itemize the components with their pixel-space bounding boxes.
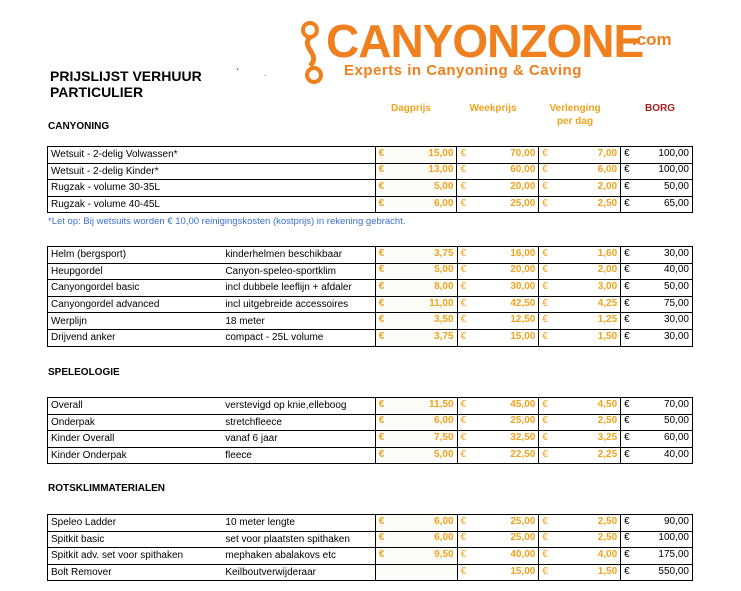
price-borg — [621, 247, 693, 264]
price-verlenging — [539, 564, 621, 581]
amount: 2,50 — [597, 532, 618, 544]
currency-symbol: € — [542, 297, 548, 309]
currency-symbol: € — [460, 532, 467, 544]
currency-symbol: € — [378, 147, 385, 159]
price-verlenging — [539, 180, 621, 197]
price-borg — [621, 329, 693, 346]
price-borg — [621, 163, 693, 180]
amount: 6,00 — [597, 164, 618, 176]
price-weekprijs — [457, 180, 539, 197]
currency-symbol: € — [542, 415, 548, 427]
amount: 25,00 — [510, 532, 536, 544]
amount: 1,60 — [597, 247, 618, 259]
header-verlenging-line-1: Verlenging — [549, 103, 601, 114]
currency-symbol: € — [624, 314, 630, 326]
amount: 30,00 — [510, 280, 536, 292]
amount: 75,00 — [663, 297, 689, 309]
amount: 40,00 — [510, 548, 536, 560]
table-row — [48, 196, 693, 213]
price-verlenging — [539, 515, 621, 532]
amount: 1,25 — [597, 314, 618, 326]
currency-symbol: € — [378, 180, 385, 192]
price-dagprijs — [375, 263, 457, 280]
amount: 2,50 — [597, 415, 618, 427]
price-dagprijs — [375, 398, 457, 415]
rope-icon — [296, 20, 330, 86]
currency-symbol: € — [624, 180, 630, 192]
amount: 3,25 — [597, 431, 618, 443]
currency-symbol: € — [378, 197, 385, 209]
item-name: Helm (bergsport) — [48, 247, 223, 264]
currency-symbol: € — [542, 515, 548, 527]
currency-symbol: € — [460, 431, 467, 443]
price-dagprijs — [375, 280, 457, 297]
table-row — [48, 398, 693, 415]
table-row — [48, 147, 693, 164]
stray-dot: . — [264, 72, 266, 78]
currency-symbol: € — [542, 147, 548, 159]
item-name: Spitkit basic — [48, 531, 223, 548]
currency-symbol: € — [624, 415, 630, 427]
amount: 32,50 — [510, 431, 536, 443]
table-row — [48, 163, 693, 180]
currency-symbol: € — [624, 565, 630, 577]
item-description: incl uitgebreide accessoires — [222, 296, 375, 313]
currency-symbol: € — [378, 247, 385, 259]
amount: 11,50 — [429, 398, 454, 410]
currency-symbol: € — [542, 180, 548, 192]
price-verlenging — [539, 398, 621, 415]
section-speleologie: SPELEOLOGIE — [48, 367, 120, 378]
price-dagprijs — [375, 313, 457, 330]
currency-symbol: € — [378, 515, 385, 527]
price-borg — [621, 147, 693, 164]
amount: 9,50 — [434, 548, 454, 560]
price-borg — [621, 531, 693, 548]
currency-symbol: € — [542, 330, 548, 342]
amount: 60,00 — [510, 164, 536, 176]
amount: 5,00 — [434, 448, 454, 460]
amount: 90,00 — [663, 515, 689, 527]
price-dagprijs — [375, 180, 457, 197]
currency-symbol: € — [624, 431, 630, 443]
currency-symbol: € — [624, 532, 630, 544]
currency-symbol: € — [542, 448, 548, 460]
price-weekprijs — [457, 564, 539, 581]
section-canyoning: CANYONING — [48, 121, 110, 132]
currency-symbol: € — [542, 314, 548, 326]
title-line-2: PARTICULIER — [50, 84, 144, 100]
price-table-canyoning-wetsuits — [47, 146, 693, 213]
currency-symbol: € — [378, 264, 385, 276]
price-verlenging — [539, 280, 621, 297]
currency-symbol: € — [460, 297, 467, 309]
amount: 50,00 — [663, 180, 689, 192]
item-name: Spitkit adv. set voor spithaken — [48, 548, 223, 565]
section-rotsklimmaterialen: ROTSKLIMMATERIALEN — [48, 483, 166, 494]
item-name: Onderpak — [48, 414, 223, 431]
item-name: Speleo Ladder — [48, 515, 223, 532]
currency-symbol: € — [378, 164, 385, 176]
amount: 70,00 — [510, 147, 536, 159]
amount: 22,50 — [510, 448, 536, 460]
wetsuit-note: *Let op: Bij wetsuits worden € 10,00 reinigingskosten (kostprijs) in rekening gebracht. — [48, 216, 406, 227]
currency-symbol: € — [460, 264, 467, 276]
item-description: kinderhelmen beschikbaar — [222, 247, 375, 264]
price-borg — [621, 196, 693, 213]
page-title — [50, 68, 202, 100]
currency-symbol: € — [460, 147, 466, 159]
price-weekprijs — [457, 313, 539, 330]
item-description: compact - 25L volume — [222, 329, 375, 346]
currency-symbol: € — [624, 197, 630, 209]
currency-symbol: € — [624, 297, 630, 309]
currency-symbol: € — [542, 565, 548, 577]
item-description: 10 meter lengte — [222, 515, 375, 532]
table-row — [48, 247, 693, 264]
price-weekprijs — [457, 296, 539, 313]
item-name: Wetsuit - 2-delig Kinder* — [48, 163, 376, 180]
price-verlenging — [539, 447, 621, 464]
amount: 5,00 — [433, 180, 454, 192]
amount: 30,00 — [663, 330, 689, 342]
table-row — [48, 564, 693, 581]
price-dagprijs — [375, 447, 457, 464]
price-dagprijs — [375, 196, 457, 213]
amount: 6,00 — [434, 415, 454, 427]
amount: 4,50 — [597, 398, 618, 410]
currency-symbol: € — [378, 532, 385, 544]
price-table-rotsklim — [47, 514, 693, 581]
currency-symbol: € — [460, 280, 467, 292]
item-description: fleece — [222, 447, 375, 464]
price-weekprijs — [457, 280, 539, 297]
price-verlenging — [539, 247, 621, 264]
amount: 7,50 — [434, 431, 454, 443]
amount: 2,00 — [597, 264, 618, 276]
item-name: Rugzak - volume 40-45L — [48, 196, 376, 213]
item-name: Canyongordel basic — [48, 280, 223, 297]
currency-symbol: € — [542, 431, 548, 443]
currency-symbol: € — [624, 247, 630, 259]
price-verlenging — [539, 196, 621, 213]
price-weekprijs — [457, 196, 539, 213]
item-name: Canyongordel advanced — [48, 296, 223, 313]
amount: 6,00 — [434, 532, 454, 544]
currency-symbol: € — [542, 280, 548, 292]
price-dagprijs — [375, 515, 457, 532]
amount: 100,00 — [658, 532, 689, 544]
price-verlenging — [539, 296, 621, 313]
amount: 50,00 — [663, 280, 689, 292]
amount: 30,00 — [663, 247, 689, 259]
amount: 3,75 — [434, 330, 454, 342]
logo-wordmark: CANYONZONE — [326, 15, 644, 67]
currency-symbol: € — [378, 398, 385, 410]
table-row — [48, 431, 693, 448]
currency-symbol: € — [460, 548, 467, 560]
header-weekprijs: Weekprijs — [469, 103, 517, 114]
price-weekprijs — [457, 329, 539, 346]
currency-symbol: € — [460, 565, 467, 577]
amount: 25,00 — [510, 197, 536, 209]
price-verlenging — [539, 531, 621, 548]
currency-symbol: € — [460, 314, 467, 326]
price-dagprijs — [375, 163, 457, 180]
item-name: Drijvend anker — [48, 329, 223, 346]
amount: 5,00 — [434, 264, 454, 276]
amount: 175,00 — [658, 548, 689, 560]
price-verlenging — [539, 147, 621, 164]
amount: 100,00 — [658, 164, 689, 176]
item-description: verstevigd op knie,elleboog — [222, 398, 375, 415]
item-description: Canyon-speleo-sportklim — [222, 263, 375, 280]
header-dagprijs: Dagprijs — [390, 103, 431, 114]
amount: 550,00 — [658, 565, 689, 577]
amount: 1,50 — [597, 565, 618, 577]
price-weekprijs — [457, 548, 539, 565]
header-verlenging-line-2: per dag — [556, 116, 594, 127]
price-borg — [621, 296, 693, 313]
price-table-canyoning-gear — [47, 246, 693, 347]
amount: 2,25 — [597, 448, 618, 460]
amount: 100,00 — [658, 147, 689, 159]
currency-symbol: € — [542, 247, 548, 259]
amount: 70,00 — [663, 398, 689, 410]
amount: 25,00 — [510, 415, 536, 427]
table-row — [48, 548, 693, 565]
price-borg — [621, 564, 693, 581]
title-line-1: PRIJSLIJST VERHUUR — [50, 68, 202, 84]
item-name: Rugzak - volume 30-35L — [48, 180, 376, 197]
price-dagprijs — [375, 414, 457, 431]
price-borg — [621, 431, 693, 448]
item-description: 18 meter — [222, 313, 375, 330]
table-row — [48, 531, 693, 548]
price-dagprijs — [375, 329, 457, 346]
table-row — [48, 414, 693, 431]
amount: 3,00 — [597, 280, 618, 292]
amount: 40,00 — [663, 448, 689, 460]
price-weekprijs — [457, 414, 539, 431]
currency-symbol: € — [460, 398, 467, 410]
amount: 40,00 — [663, 264, 689, 276]
currency-symbol: € — [378, 431, 385, 443]
currency-symbol: € — [624, 280, 630, 292]
price-verlenging — [539, 431, 621, 448]
currency-symbol: € — [542, 197, 548, 209]
table-row — [48, 447, 693, 464]
amount: 15,00 — [510, 330, 536, 342]
table-row — [48, 329, 693, 346]
table-row — [48, 180, 693, 197]
amount: 60,00 — [663, 431, 689, 443]
amount: 3,75 — [434, 247, 454, 259]
amount: 20,00 — [510, 264, 536, 276]
header-verlenging — [542, 102, 608, 128]
item-description: vanaf 6 jaar — [222, 431, 375, 448]
price-borg — [621, 447, 693, 464]
currency-symbol: € — [460, 197, 466, 209]
amount: 45,00 — [510, 398, 536, 410]
currency-symbol: € — [378, 314, 385, 326]
price-weekprijs — [457, 531, 539, 548]
amount: 8,00 — [434, 280, 454, 292]
amount: 4,00 — [597, 548, 618, 560]
currency-symbol: € — [378, 448, 385, 460]
price-weekprijs — [457, 247, 539, 264]
stray-mark: ` — [236, 68, 240, 79]
currency-symbol: € — [460, 448, 467, 460]
amount: 2,50 — [597, 515, 618, 527]
price-weekprijs — [457, 163, 539, 180]
amount: 20,00 — [510, 180, 536, 192]
amount: 2,50 — [597, 197, 618, 209]
price-verlenging — [539, 414, 621, 431]
amount: 42,50 — [510, 297, 536, 309]
item-description: set voor plaatsten spithaken — [222, 531, 375, 548]
item-name: Kinder Overall — [48, 431, 223, 448]
amount: 65,00 — [663, 197, 689, 209]
currency-symbol: € — [542, 532, 548, 544]
amount: 3,50 — [434, 314, 454, 326]
table-row — [48, 263, 693, 280]
item-name: Wetsuit - 2-delig Volwassen* — [48, 147, 376, 164]
currency-symbol: € — [460, 180, 466, 192]
price-table-speleologie — [47, 397, 693, 464]
price-weekprijs — [457, 431, 539, 448]
currency-symbol: € — [624, 264, 630, 276]
price-weekprijs — [457, 398, 539, 415]
price-borg — [621, 515, 693, 532]
currency-symbol: € — [624, 448, 630, 460]
table-row — [48, 515, 693, 532]
price-verlenging — [539, 263, 621, 280]
amount: 2,00 — [597, 180, 618, 192]
header-borg: BORG — [645, 103, 675, 114]
currency-symbol: € — [624, 147, 630, 159]
table-row — [48, 280, 693, 297]
amount: 13,00 — [428, 164, 454, 176]
currency-symbol: € — [542, 264, 548, 276]
item-name: Overall — [48, 398, 223, 415]
amount: 11,00 — [429, 297, 454, 309]
currency-symbol: € — [624, 164, 630, 176]
price-dagprijs — [375, 431, 457, 448]
price-weekprijs — [457, 515, 539, 532]
price-dagprijs — [375, 247, 457, 264]
currency-symbol: € — [624, 548, 630, 560]
price-borg — [621, 548, 693, 565]
item-description: stretchfleece — [222, 414, 375, 431]
currency-symbol: € — [378, 280, 385, 292]
price-borg — [621, 414, 693, 431]
currency-symbol: € — [378, 297, 385, 309]
item-description: Keilboutverwijderaar — [222, 564, 375, 581]
price-weekprijs — [457, 147, 539, 164]
price-dagprijs — [375, 147, 457, 164]
currency-symbol: € — [378, 548, 385, 560]
price-dagprijs — [375, 531, 457, 548]
price-weekprijs — [457, 447, 539, 464]
currency-symbol: € — [624, 515, 630, 527]
currency-symbol: € — [542, 548, 548, 560]
currency-symbol: € — [460, 515, 467, 527]
item-name: Bolt Remover — [48, 564, 223, 581]
currency-symbol: € — [542, 164, 548, 176]
currency-symbol: € — [542, 398, 548, 410]
price-verlenging — [539, 548, 621, 565]
logo-domain: .com — [632, 30, 672, 49]
amount: 6,00 — [433, 197, 454, 209]
currency-symbol: € — [460, 164, 466, 176]
price-dagprijs — [375, 548, 457, 565]
price-borg — [621, 313, 693, 330]
price-verlenging — [539, 313, 621, 330]
currency-symbol: € — [378, 330, 385, 342]
canyonzone-logo — [296, 15, 696, 88]
amount: 15,00 — [510, 565, 536, 577]
price-verlenging — [539, 329, 621, 346]
price-borg — [621, 280, 693, 297]
currency-symbol: € — [378, 415, 385, 427]
price-dagprijs — [375, 296, 457, 313]
amount: 1,50 — [597, 330, 618, 342]
currency-symbol: € — [624, 398, 630, 410]
table-row — [48, 313, 693, 330]
amount: 30,00 — [663, 314, 689, 326]
amount: 25,00 — [510, 515, 536, 527]
logo-tagline: Experts in Canyoning & Caving — [344, 62, 582, 79]
amount: 7,00 — [597, 147, 618, 159]
price-borg — [621, 398, 693, 415]
price-weekprijs — [457, 263, 539, 280]
currency-symbol: € — [624, 330, 630, 342]
amount: 12,50 — [510, 314, 536, 326]
amount: 4,25 — [597, 297, 618, 309]
amount: 16,00 — [510, 247, 536, 259]
currency-symbol: € — [460, 247, 467, 259]
item-name: Werplijn — [48, 313, 223, 330]
amount: 15,00 — [428, 147, 454, 159]
price-verlenging — [539, 163, 621, 180]
amount: 50,00 — [663, 415, 689, 427]
table-row — [48, 296, 693, 313]
price-borg — [621, 180, 693, 197]
item-description: mephaken abalakovs etc — [222, 548, 375, 565]
item-name: Heupgordel — [48, 263, 223, 280]
amount: 6,00 — [434, 515, 454, 527]
currency-symbol: € — [460, 330, 467, 342]
currency-symbol: € — [460, 415, 467, 427]
price-dagprijs — [375, 564, 457, 581]
price-borg — [621, 263, 693, 280]
item-name: Kinder Onderpak — [48, 447, 223, 464]
item-description: incl dubbele leeflijn + afdaler — [222, 280, 375, 297]
